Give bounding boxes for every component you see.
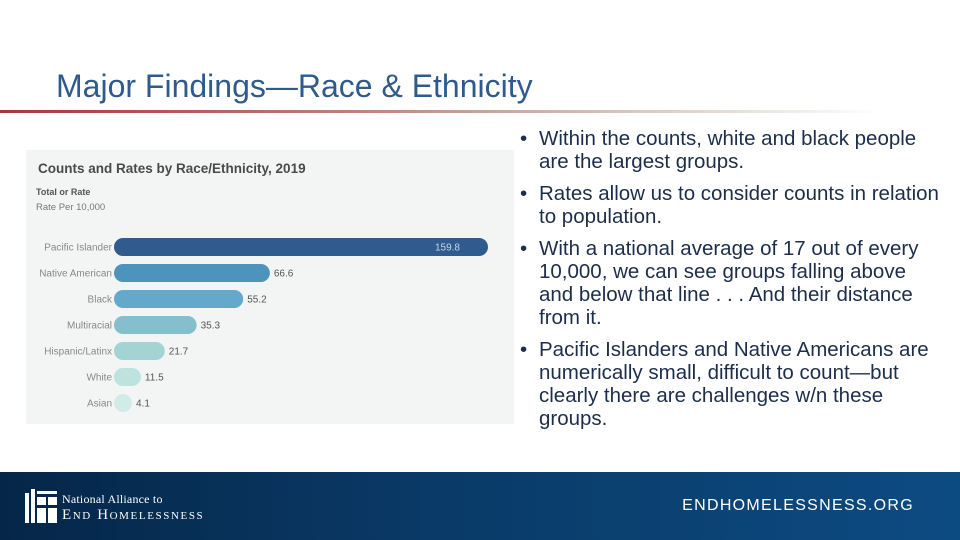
- category-label: Asian: [86, 398, 112, 410]
- bar: [114, 316, 197, 334]
- bullet-marker: •: [520, 182, 528, 205]
- building-icon: [24, 489, 58, 525]
- finding-item: [520, 237, 945, 329]
- value-label: 11.5: [144, 372, 164, 384]
- bar: [114, 238, 488, 256]
- category-label: Pacific Islander: [44, 242, 112, 254]
- slide-title: Major Findings—Race & Ethnicity: [56, 68, 533, 104]
- bar: [114, 290, 243, 308]
- organization-name: [62, 492, 204, 524]
- category-label: Black: [87, 294, 112, 306]
- website-link[interactable]: ENDHOMELESSNESS.ORG: [682, 497, 914, 514]
- bar: [114, 264, 270, 282]
- value-label: 66.6: [273, 268, 294, 280]
- chart-title: Counts and Rates by Race/Ethnicity, 2019: [38, 161, 306, 176]
- finding-text: Pacific Islanders and Native Americans are numerically small, difficult to count—but clearly there are challenges w/n these groups.: [539, 338, 929, 430]
- org-name-line-2: End Homelessness: [62, 507, 205, 523]
- org-name-line-1: National Alliance to: [62, 492, 163, 506]
- value-label: 55.2: [247, 294, 267, 306]
- chart-subtitle-1: Total or Rate: [36, 187, 91, 197]
- bar: [114, 368, 141, 386]
- value-label: 21.7: [168, 346, 189, 358]
- value-label: 159.8: [434, 242, 460, 254]
- bar: [114, 342, 165, 360]
- category-label: Hispanic/Latinx: [44, 346, 112, 358]
- category-label: White: [86, 372, 112, 384]
- footer-bar: [0, 472, 960, 540]
- category-label: Native American: [39, 268, 112, 280]
- finding-text: Rates allow us to consider counts in relation to population.: [539, 182, 939, 228]
- chart-subtitle-2: Rate Per 10,000: [36, 202, 106, 213]
- category-label: Multiracial: [66, 320, 112, 332]
- value-label: 4.1: [136, 398, 150, 410]
- finding-item: [520, 338, 945, 430]
- value-label: 35.3: [200, 320, 221, 332]
- finding-item: [520, 127, 945, 173]
- bar: [114, 394, 132, 412]
- finding-text: With a national average of 17 out of every 10,000, we can see groups falling above and below that line . . . And their distance from it.: [539, 237, 919, 329]
- title-divider: [0, 110, 880, 113]
- finding-text: Within the counts, white and black people are the largest groups.: [539, 127, 917, 173]
- chart-panel: [26, 150, 514, 424]
- findings-list: [520, 127, 945, 439]
- bullet-marker: •: [520, 338, 528, 361]
- finding-item: [520, 182, 945, 228]
- bullet-marker: •: [520, 237, 528, 260]
- bar-chart: [26, 150, 514, 424]
- bullet-marker: •: [520, 127, 528, 150]
- bars-group: [39, 238, 488, 412]
